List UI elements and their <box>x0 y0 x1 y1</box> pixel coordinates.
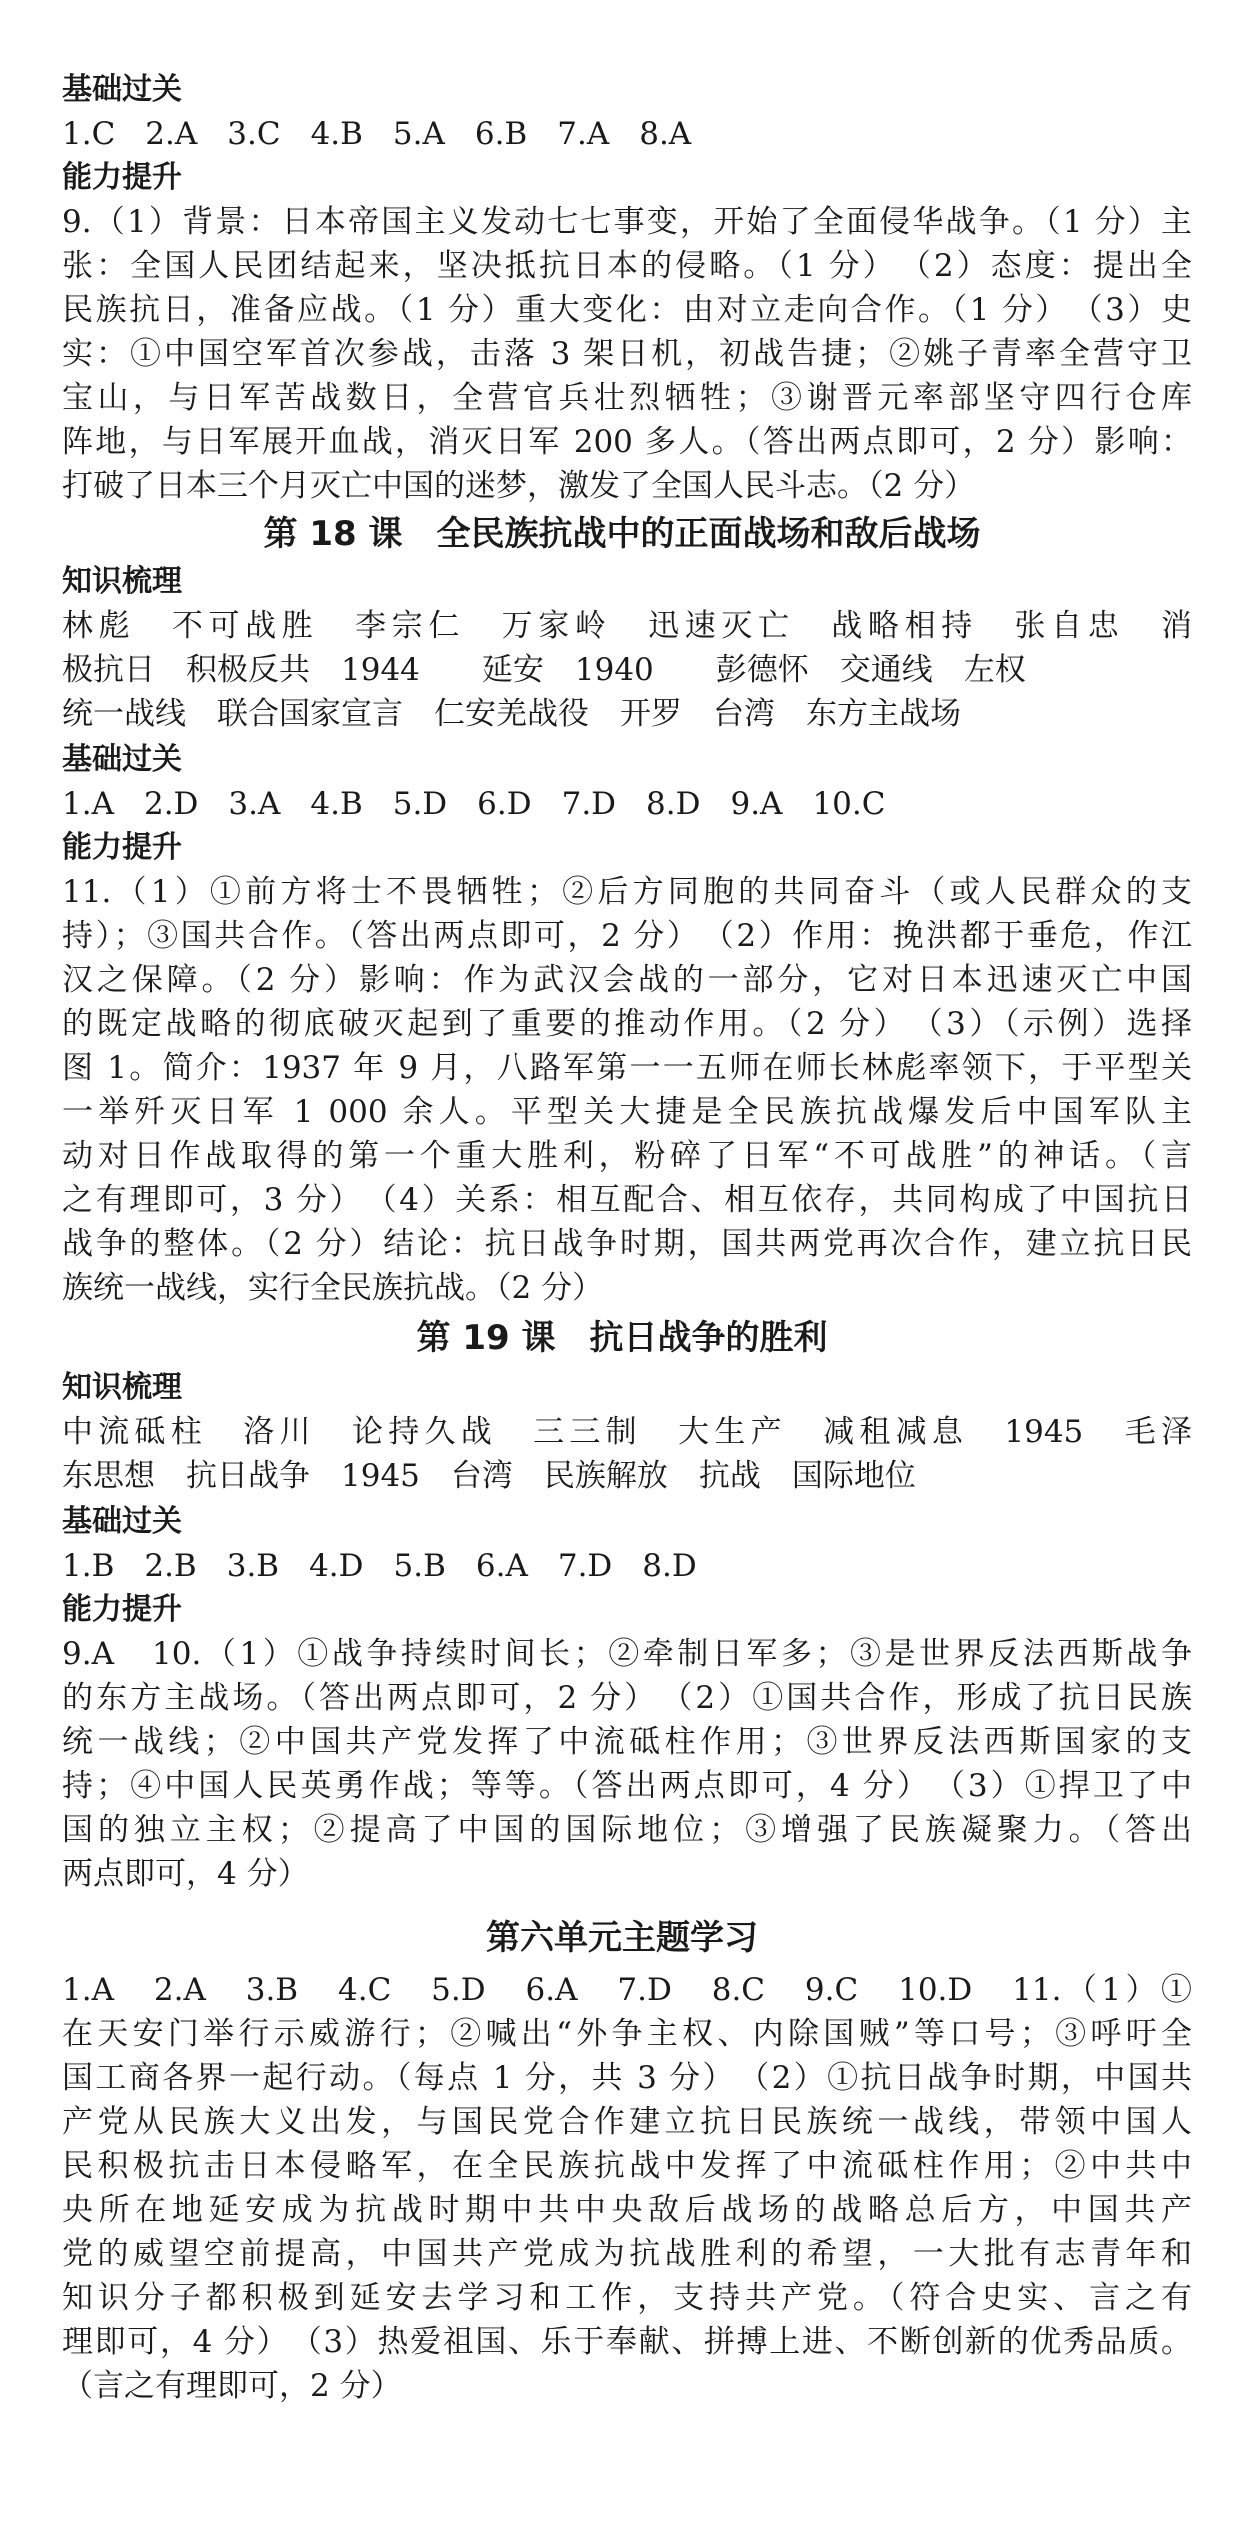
answer-item: 7.A <box>557 116 610 152</box>
answer-item: 9.A <box>730 786 783 822</box>
text-line: 打破了日本三个月灭亡中国的迷梦，激发了全国人民斗志。（2 分） <box>62 468 976 504</box>
text-line: 两点即可，4 分） <box>62 1856 309 1892</box>
text-line: 统一战线；②中国共产党发挥了中流砥柱作用；③世界反法西斯国家的支 <box>62 1724 1192 1760</box>
text-line: （言之有理即可，2 分） <box>62 2368 402 2404</box>
section-label-basic: 基础过关 <box>62 742 182 777</box>
answer-item: 6.D <box>477 786 532 822</box>
text-line: 产党从民族大义出发，与国民党合作建立抗日民族统一战线，带领中国人 <box>62 2104 1192 2140</box>
lesson-18-title: 第 18 课 全民族抗战中的正面战场和敌后战场 <box>263 514 981 554</box>
answer-item: 10.C <box>812 786 886 822</box>
text-line: 持）；③国共合作。（答出两点即可，2 分） （2）作用：挽洪都于垂危，作江 <box>62 918 1192 954</box>
answer-row <box>62 1546 1192 1586</box>
text-line: 汉之保障。（2 分）影响：作为武汉会战的一部分，它对日本迅速灭亡中国 <box>62 962 1192 998</box>
text-line: 9.（1）背景：日本帝国主义发动七七事变，开始了全面侵华战争。（1 分）主 <box>62 204 1192 240</box>
knowledge-line: 中流砥柱 洛川 论持久战 三三制 大生产 减租减息 1945 毛泽 <box>62 1414 1192 1450</box>
knowledge-line: 统一战线 联合国家宣言 仁安羌战役 开罗 台湾 东方主战场 <box>62 696 961 732</box>
unit-6-title: 第六单元主题学习 <box>486 1918 758 1958</box>
text-line: 宝山，与日军苦战数日，全营官兵壮烈牺牲；③谢晋元率部坚守四行仓库 <box>62 380 1192 416</box>
answer-item: 7.D <box>557 1548 613 1584</box>
answer-item: 6.A <box>475 1548 528 1584</box>
text-line: 国工商各界一起行动。（每点 1 分，共 3 分） （2）①抗日战争时期，中国共 <box>62 2060 1192 2096</box>
answer-item: 4.D <box>309 1548 364 1584</box>
text-line: 在天安门举行示威游行；②喊出“外争主权、内除国贼”等口号；③呼吁全 <box>62 2016 1192 2052</box>
answer-item: 1.A <box>62 786 114 822</box>
lesson-19-title: 第 19 课 抗日战争的胜利 <box>416 1318 828 1358</box>
answer-item: 8.A <box>639 116 692 152</box>
answer-item: 8.D <box>642 1548 697 1584</box>
answer-item: 5.A <box>392 116 445 152</box>
answer-item: 2.D <box>143 786 199 822</box>
section-label-ability: 能力提升 <box>62 830 182 865</box>
answer-item: 2.A <box>145 116 198 152</box>
answer-item: 4.B <box>310 786 363 822</box>
text-line: 一举歼灭日军 1 000 余人。平型关大捷是全民族抗战爆发后中国军队主 <box>62 1094 1192 1130</box>
answer-item: 8.D <box>646 786 701 822</box>
answer-item: 4.B <box>310 116 363 152</box>
text-line: 图 1。简介：1937 年 9 月，八路军第一一五师在师长林彪率领下，于平型关 <box>62 1050 1192 1086</box>
text-line: 阵地，与日军展开血战，消灭日军 200 多人。（答出两点即可，2 分）影响： <box>62 424 1192 460</box>
answer-item: 7.D <box>561 786 617 822</box>
text-line: 实：①中国空军首次参战，击落 3 架日机，初战告捷；②姚子青率全营守卫 <box>62 336 1192 372</box>
text-line: 族统一战线，实行全民族抗战。（2 分） <box>62 1270 604 1306</box>
answer-item: 2.B <box>144 1548 197 1584</box>
answer-item: 3.C <box>227 116 281 152</box>
text-line: 央所在地延安成为抗战时期中共中央敌后战场的战略总后方，中国共产 <box>62 2192 1192 2228</box>
text-line: 9.A 10.（1）①战争持续时间长；②牵制日军多；③是世界反法西斯战争 <box>62 1636 1192 1672</box>
text-line: 国的独立主权；②提高了中国的国际地位；③增强了民族凝聚力。（答出 <box>62 1812 1192 1848</box>
answer-item: 5.D <box>392 786 448 822</box>
text-line: 战争的整体。（2 分）结论：抗日战争时期，国共两党再次合作，建立抗日民 <box>62 1226 1192 1262</box>
knowledge-line: 东思想 抗日战争 1945 台湾 民族解放 抗战 国际地位 <box>62 1458 916 1494</box>
text-line: 1.A 2.A 3.B 4.C 5.D 6.A 7.D 8.C 9.C 10.D 11.（1）① <box>62 1972 1192 2008</box>
answer-row <box>62 114 1192 154</box>
knowledge-line: 极抗日 积极反共 1944 延安 1940 彭德怀 交通线 左权 <box>62 652 1026 688</box>
text-line: 知识分子都积极到延安去学习和工作，支持共产党。（符合史实、言之有 <box>62 2280 1192 2316</box>
answer-item: 3.B <box>226 1548 280 1584</box>
text-line: 民积极抗击日本侵略军，在全民族抗战中发挥了中流砥柱作用；②中共中 <box>62 2148 1192 2184</box>
answer-row <box>62 784 1192 824</box>
answer-item: 1.B <box>62 1548 115 1584</box>
section-label-basic: 基础过关 <box>62 72 182 107</box>
answer-item: 3.A <box>228 786 281 822</box>
text-line: 的东方主战场。（答出两点即可，2 分） （2）①国共合作，形成了抗日民族 <box>62 1680 1192 1716</box>
answer-item: 1.C <box>62 116 116 152</box>
text-line: 11.（1）①前方将士不畏牺牲；②后方同胞的共同奋斗（或人民群众的支 <box>62 874 1192 910</box>
text-line: 之有理即可，3 分） （4）关系：相互配合、相互依存，共同构成了中国抗日 <box>62 1182 1192 1218</box>
section-label-knowledge: 知识梳理 <box>62 564 182 599</box>
section-label-ability: 能力提升 <box>62 1592 182 1627</box>
section-label-basic: 基础过关 <box>62 1504 182 1539</box>
text-line: 理即可，4 分） （3）热爱祖国、乐于奉献、拼搏上进、不断创新的优秀品质。 <box>62 2324 1192 2360</box>
answer-item: 6.B <box>474 116 528 152</box>
text-line: 张：全国人民团结起来，坚决抵抗日本的侵略。（1 分） （2）态度：提出全 <box>62 248 1192 284</box>
text-line: 动对日作战取得的第一个重大胜利，粉碎了日军“不可战胜”的神话。（言 <box>62 1138 1192 1174</box>
section-label-ability: 能力提升 <box>62 160 182 195</box>
text-line: 党的威望空前提高，中国共产党成为抗战胜利的希望，一大批有志青年和 <box>62 2236 1192 2272</box>
section-label-knowledge: 知识梳理 <box>62 1370 182 1405</box>
text-line: 的既定战略的彻底破灭起到了重要的推动作用。（2 分） （3）（示例）选择 <box>62 1006 1192 1042</box>
text-line: 持；④中国人民英勇作战；等等。（答出两点即可，4 分） （3）①捍卫了中 <box>62 1768 1192 1804</box>
text-line: 民族抗日，准备应战。（1 分）重大变化：由对立走向合作。（1 分） （3）史 <box>62 292 1192 328</box>
knowledge-line: 林彪 不可战胜 李宗仁 万家岭 迅速灭亡 战略相持 张自忠 消 <box>62 608 1192 644</box>
answer-item: 5.B <box>393 1548 446 1584</box>
